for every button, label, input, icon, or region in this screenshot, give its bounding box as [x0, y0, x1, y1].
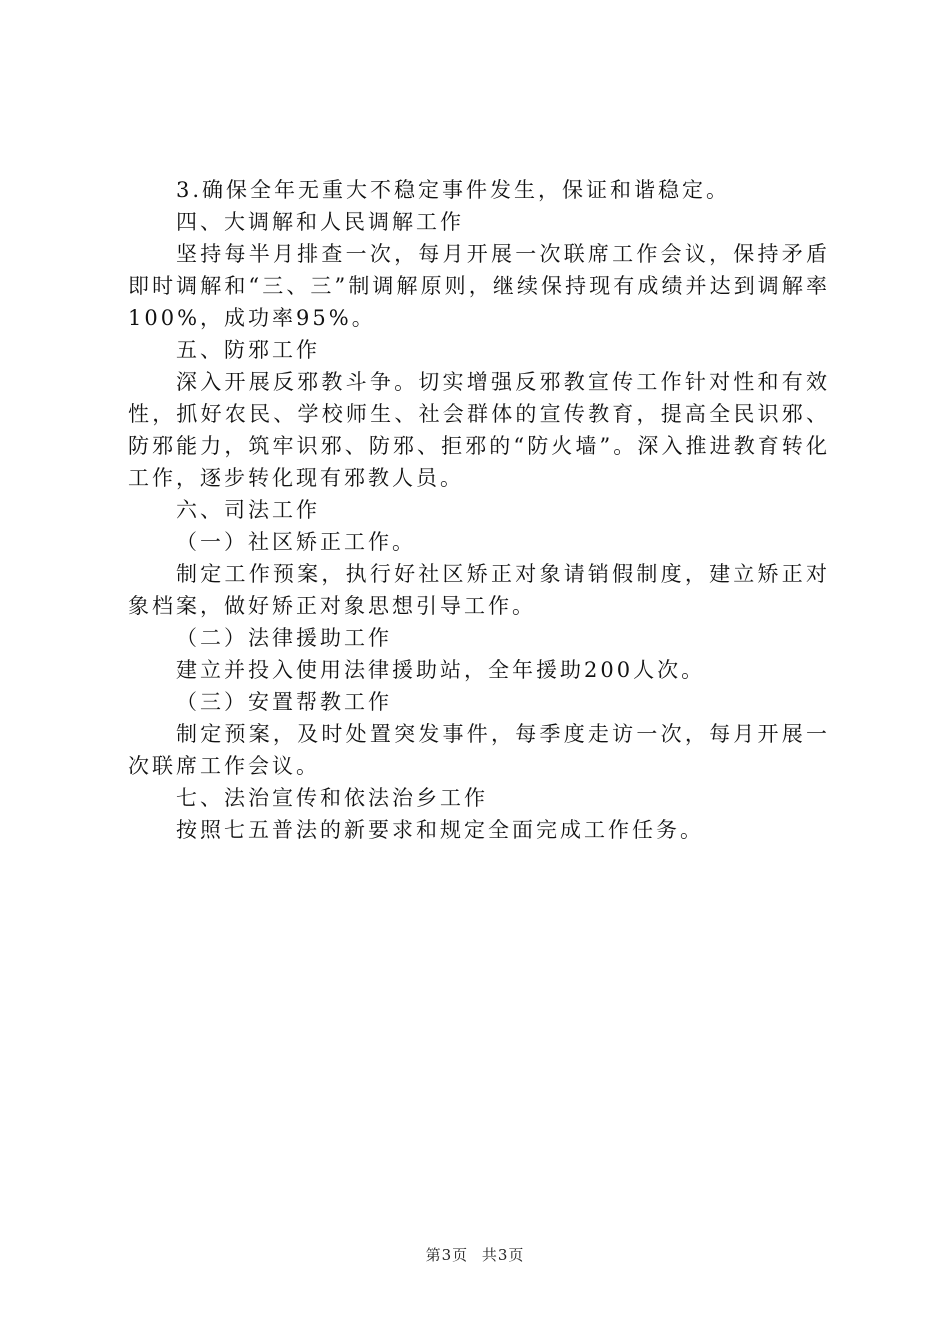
paragraph-anti-cult: 深入开展反邪教斗争。切实增强反邪教宣传工作针对性和有效性，抓好农民、学校师生、社会群体的宣传教育，提高全民识邪、防邪能力，筑牢识邪、防邪、拒邪的“防火墙”。深入推进教育转化工作，逐步转化现有邪教人员。 — [128, 370, 830, 490]
paragraph-item-3: 3.确保全年无重大不稳定事件发生，保证和谐稳定。 — [176, 178, 731, 202]
page-number-current: 第3页 — [425, 1246, 469, 1264]
page-footer — [0, 1244, 950, 1265]
section-heading-judicial: 六、司法工作 — [176, 498, 320, 522]
subsection-heading-resettlement: （三）安置帮教工作 — [176, 690, 392, 714]
subsection-heading-legal-aid: （二）法律援助工作 — [176, 626, 392, 650]
section-heading-rule-of-law: 七、法治宣传和依法治乡工作 — [176, 786, 488, 810]
paragraph-legal-aid: 建立并投入使用法律援助站，全年援助200人次。 — [176, 658, 706, 682]
paragraph-mediation: 坚持每半月排查一次，每月开展一次联席工作会议，保持矛盾即时调解和“三、三”制调解原则，继续保持现有成绩并达到调解率100%，成功率95%。 — [128, 242, 830, 330]
document-body — [128, 174, 830, 846]
section-heading-mediation: 四、大调解和人民调解工作 — [176, 210, 464, 234]
page-number-total: 共3页 — [481, 1246, 525, 1264]
section-heading-anti-cult: 五、防邪工作 — [176, 338, 320, 362]
paragraph-resettlement: 制定预案，及时处置突发事件，每季度走访一次，每月开展一次联席工作会议。 — [128, 722, 830, 778]
paragraph-community-correction: 制定工作预案，执行好社区矫正对象请销假制度，建立矫正对象档案，做好矫正对象思想引导工作。 — [128, 562, 830, 618]
subsection-heading-community-correction: （一）社区矫正工作。 — [176, 530, 416, 554]
paragraph-rule-of-law: 按照七五普法的新要求和规定全面完成工作任务。 — [176, 818, 704, 842]
